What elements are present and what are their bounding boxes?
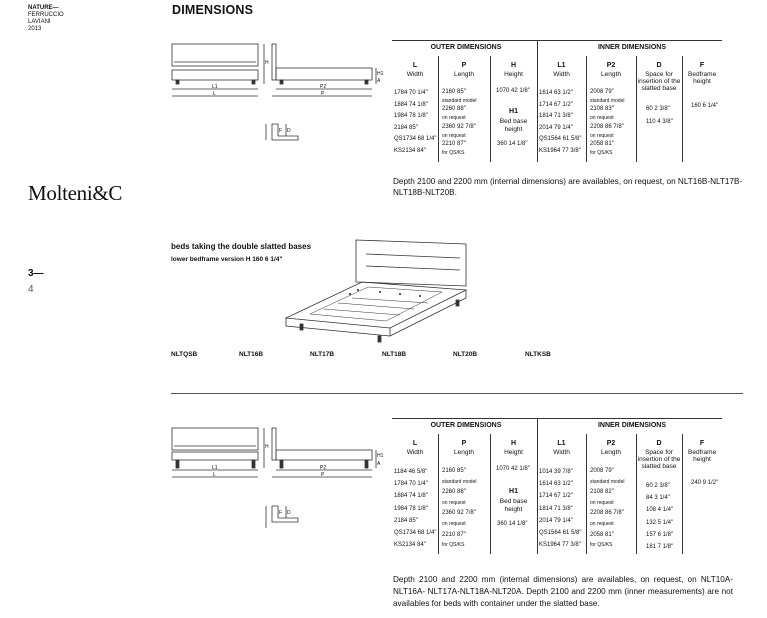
year: 2013 [28,26,42,32]
cell: 2160 85" [442,468,466,474]
col-p-values [442,88,476,158]
page-number-next: 4 [28,284,34,295]
cell: 181 7 1/8" [646,544,674,551]
dim-label-p2: P2 [320,465,327,471]
cell: 2208 86 7/8" [590,123,624,130]
dim-label-h1: H1 [377,453,384,459]
cell: 2260 88" [442,106,466,113]
cell: 1784 70 1/4" [394,481,428,488]
col-p2-values [590,466,624,551]
col-f-sub: Bedframe height [688,449,717,463]
cell: 1814 71 3/8" [539,505,573,512]
cell: 108 4 1/4" [646,507,674,514]
dim-label-h1: H1 [377,71,384,77]
cell: 2210 87" [442,531,466,538]
cell: on request [590,520,614,527]
section-divider [171,393,743,394]
col-l1-key: L1 [557,440,566,447]
collection-name: NATURE— [28,5,59,11]
col-d-values [646,480,673,553]
cell: 1814 71 3/8" [539,113,573,120]
col-f-sub: Bedframe height [688,71,717,85]
cell: for QS/KS [442,542,465,549]
cell: 2008 79" [590,89,614,95]
cell: on request [590,115,614,122]
model-code: NLT20B [453,351,478,358]
col-h-value: 1070 42 1/8" [496,88,530,94]
page-number-current: 3— [28,268,44,279]
cell: for QS/KS [590,149,613,156]
dim-label-h: H [265,444,269,450]
col-l1-sub: Width [553,71,570,78]
table2-note: Depth 2100 and 2200 mm (internal dimensions) are availables, on request, on NLT10A-NLT16A- NLT17A-NLT18A-NLT20A. Depth 2100 and 2200 mm (inner measurements) are not availables for beds with container under the slatted base. [393,575,733,608]
col-p2-sub: Length [601,71,621,78]
col-p-sub: Length [454,71,474,78]
sidebar-meta [28,5,88,33]
cell: 1884 74 1/8" [394,101,428,108]
col-h-key: H [510,440,517,447]
col-p-key: P [461,62,467,69]
col-d-key: D [656,62,662,69]
cell: 2360 92 7/8" [442,510,476,517]
cell: standard model [442,478,477,485]
cell: 2208 86 7/8" [590,510,624,517]
cell: QS1564 61 5/8" [539,530,582,537]
cell: 2184 85" [394,517,418,524]
cell: 1614 63 1/2" [539,90,573,96]
col-h1-key: H1 [509,488,518,495]
model-code: NLT16B [239,351,264,358]
cell: on request [590,132,614,139]
dimensions-table-1 [392,40,722,164]
cell: KS1964 77 3/8" [539,542,581,549]
col-h-sub: Height [504,71,523,78]
cell: KS2134 84" [394,542,426,549]
bed-perspective-drawing [270,236,480,346]
model-code: NLTKSB [525,351,551,358]
col-l-values [394,466,437,551]
cell: on request [442,132,466,139]
col-l-key: L [412,62,418,69]
cell: on request [442,520,466,527]
dimensions-table-2 [392,418,722,556]
cell: standard model [442,97,477,104]
dim-label-p: P [321,472,325,478]
dim-label-f: F [279,510,283,516]
col-l-sub: Width [406,449,424,456]
col-h-key: H [510,62,517,69]
cell: 60 2 3/8" [646,106,670,112]
dim-label-d: D [287,510,291,516]
col-f-key: F [699,62,705,69]
cell: KS1964 77 3/8" [539,147,581,154]
cell: 2160 85" [442,89,466,95]
col-p-sub: Length [454,449,474,456]
cell: for QS/KS [590,542,613,549]
cell: QS1734 68 1/4" [394,530,437,537]
col-h1-sub: Bed base height [499,118,528,133]
dim-label-a: A [377,461,381,467]
col-l-values [394,88,437,158]
designer-last: LAVIANI [28,19,51,25]
col-h1-key: H1 [509,108,518,115]
col-h-value: 1070 42 1/8" [496,466,530,472]
col-d-sub: Space for insertion of the slatted base [637,449,681,470]
model-code: NLT18B [382,351,407,358]
cell: standard model [590,478,625,485]
col-l1-values [539,466,582,551]
col-f-key: F [699,440,705,447]
cell: 1884 74 1/8" [394,493,428,500]
dim-label-f: F [279,128,283,134]
dim-label-p: P [321,91,325,97]
cell: 1984 78 1/8" [394,113,428,120]
dim-label-l: L [213,472,216,478]
cell: 60 2 3/8" [646,483,670,489]
dim-label-a: A [377,78,381,84]
dim-label-h: H [265,60,269,66]
inner-dimensions-title: INNER DIMENSIONS [597,422,667,429]
brand-logo: Molteni&C [28,181,123,205]
cell: for QS/KS [442,149,465,156]
col-p2-sub: Length [601,449,621,456]
table1-note: Depth 2100 and 2200 mm (internal dimensions) are availables, on request, on NLT16B-NLT17B-NLT18B-NLT20B. [393,177,743,197]
bed-drawing-top-2 [166,424,388,549]
cell: 2210 87" [442,141,466,148]
col-l-key: L [412,440,418,447]
cell: 2058 81" [590,141,614,148]
cell: on request [442,115,466,122]
col-l1-sub: Width [553,449,570,456]
col-l1-values [539,88,582,158]
model-codes-row [171,351,591,361]
model-code: NLT17B [310,351,335,358]
col-p-values [442,466,476,551]
col-p2-values [590,88,624,158]
cell: 2008 79" [590,468,614,474]
cell: 1714 67 1/2" [539,493,573,500]
col-f-value: 160 6 1/4" [691,103,719,109]
cell: standard model [590,97,625,104]
middle-title: beds taking the double slatted bases [171,242,312,251]
dim-label-l1: L1 [212,465,218,471]
cell: 1784 70 1/4" [394,90,428,96]
dim-label-d: D [287,128,291,134]
col-p2-key: P2 [606,62,616,69]
cell: 2108 82" [590,489,614,496]
bed-drawing-top-1 [166,40,388,165]
cell: 132 5 1/4" [646,519,674,526]
col-l1-key: L1 [557,62,566,69]
col-d-sub: Space for insertion of the slatted base [637,71,681,92]
col-l-sub: Width [406,71,424,78]
cell: 110 4 3/8" [646,119,673,125]
dim-label-p2: P2 [320,84,327,90]
cell: 1614 63 1/2" [539,481,573,488]
middle-subtitle: lower bedframe version H 160 6 1/4" [171,256,283,263]
page-title: DIMENSIONS [172,3,254,17]
inner-dimensions-title: INNER DIMENSIONS [597,44,667,51]
cell: 1014 39 7/8" [539,469,573,475]
col-d-key: D [656,440,662,447]
cell: 2014 79 1/4" [539,517,573,524]
cell: QS1734 68 1/4" [394,136,437,143]
dim-label-l1: L1 [212,84,218,90]
col-h1-sub: Bed base height [499,498,528,513]
cell: 1184 46 5/8" [394,469,428,475]
col-p2-key: P2 [606,440,616,447]
dim-label-l: L [213,91,216,97]
cell: 157 6 1/8" [646,531,674,538]
col-p-key: P [461,440,467,447]
col-h-sub: Height [504,449,523,456]
cell: 2360 92 7/8" [442,123,476,130]
col-f-value: 240 9 1/2" [691,480,719,486]
col-d-values [646,103,673,129]
cell: 1984 78 1/8" [394,505,428,512]
cell: 2058 81" [590,531,614,538]
cell: 2184 85" [394,124,418,131]
cell: KS2134 84" [394,147,426,154]
outer-dimensions-title: OUTER DIMENSIONS [430,422,502,429]
outer-dimensions-title: OUTER DIMENSIONS [430,44,502,51]
col-h1-value: 360 14 1/8" [497,141,528,147]
cell: 84 3 1/4" [646,495,670,502]
cell: QS1564 61 5/8" [539,136,582,143]
cell: 2108 83" [590,106,614,113]
cell: 2014 79 1/4" [539,124,573,131]
cell: 1714 67 1/2" [539,101,573,108]
cell: on request [442,499,466,506]
designer-first: FERRUCCIO [28,12,64,18]
cell: on request [590,499,614,506]
cell: 2260 88" [442,489,466,496]
col-h1-value: 360 14 1/8" [497,521,528,527]
model-code: NLTQSB [171,351,198,358]
